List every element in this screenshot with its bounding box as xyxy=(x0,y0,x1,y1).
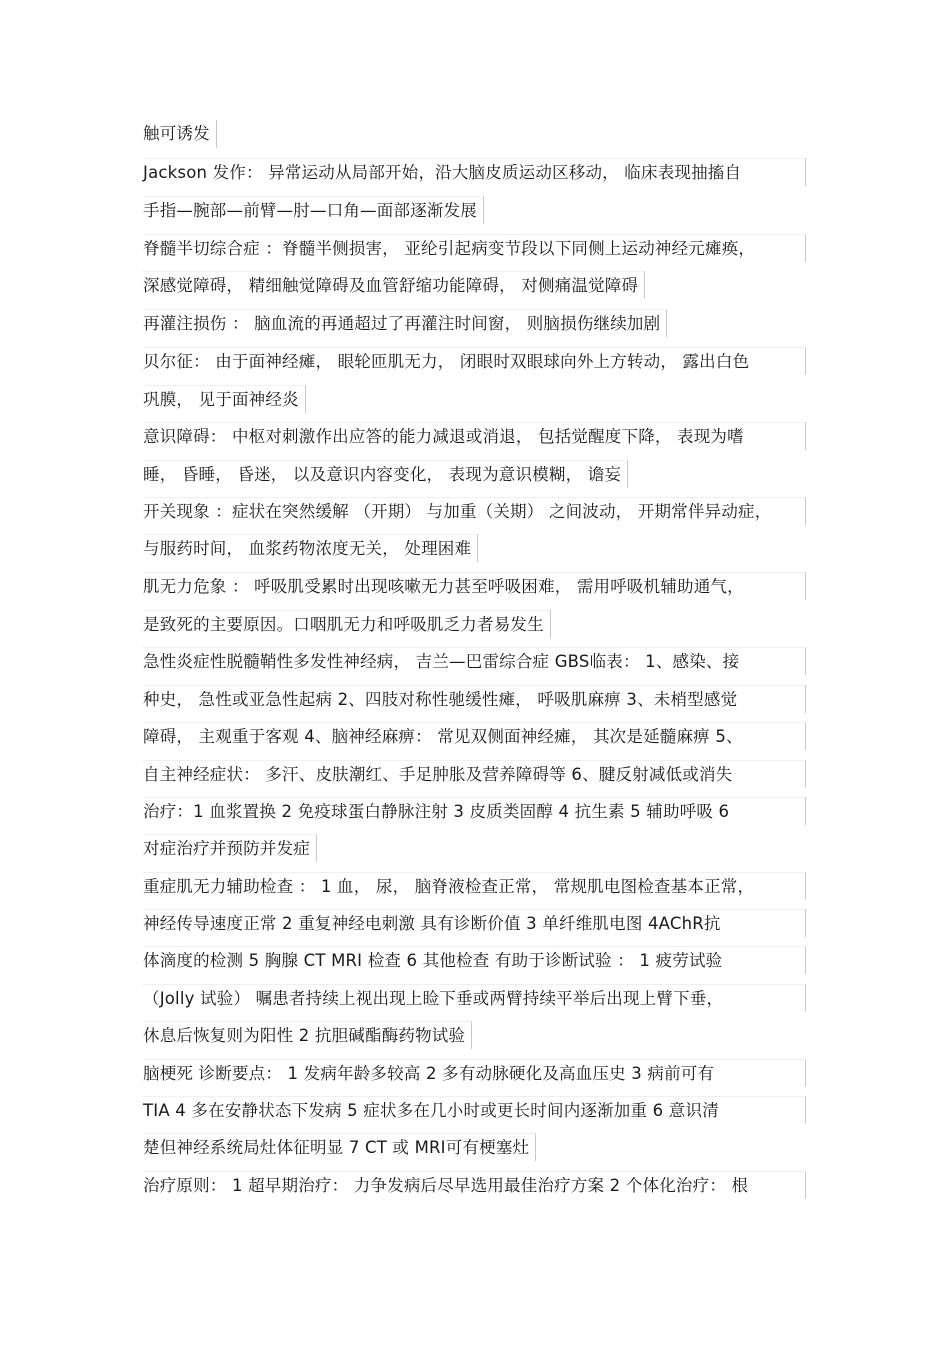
text-line: 深感觉障碍， 精细触觉障碍及血管舒缩功能障碍， 对侧痛温觉障碍 xyxy=(143,271,645,299)
text-line: 贝尔征： 由于面神经瘫， 眼轮匝肌无力， 闭眼时双眼球向外上方转动， 露出白色 xyxy=(143,347,806,375)
text-line: 意识障碍： 中枢对刺激作出应答的能力减退或消退， 包括觉醒度下降， 表现为嗜 xyxy=(143,422,806,450)
text-line: 治疗原则： 1 超早期治疗： 力争发病后尽早选用最佳治疗方案 2 个体化治疗： 根 xyxy=(143,1171,806,1199)
text-line: 睡， 昏睡， 昏迷， 以及意识内容变化， 表现为意识模糊， 谵妄 xyxy=(143,460,628,488)
text-line: 楚但神经系统局灶体征明显 7 CT 或 MRI可有梗塞灶 xyxy=(143,1133,536,1161)
text-line: 自主神经症状： 多汗、皮肤潮红、手足肿胀及营养障碍等 6、腱反射减低或消失 xyxy=(143,760,806,788)
text-line: 对症治疗并预防并发症 xyxy=(143,834,317,862)
text-line: 神经传导速度正常 2 重复神经电刺激 具有诊断价值 3 单纤维肌电图 4AChR抗 xyxy=(143,909,806,937)
text-line: 再灌注损伤 ： 脑血流的再通超过了再灌注时间窗， 则脑损伤继续加剧 xyxy=(143,309,667,337)
text-line: 障碍， 主观重于客观 4、脑神经麻痹： 常见双侧面神经瘫， 其次是延髓麻痹 5、 xyxy=(143,722,806,750)
text-line: 重症肌无力辅助检查 ： 1 血， 尿， 脑脊液检查正常， 常规肌电图检查基本正常， xyxy=(143,872,806,900)
text-line: 开关现象 ：症状在突然缓解 （开期） 与加重（关期） 之间波动， 开期常伴异动症， xyxy=(143,497,806,525)
text-line: 休息后恢复则为阳性 2 抗胆碱酯酶药物试验 xyxy=(143,1021,472,1049)
text-line: 与服药时间， 血浆药物浓度无关， 处理困难 xyxy=(143,534,478,562)
text-line: 急性炎症性脱髓鞘性多发性神经病， 吉兰—巴雷综合症 GBS临表： 1、感染、接 xyxy=(143,647,806,675)
text-line: 体滴度的检测 5 胸腺 CT MRI 检查 6 其他检查 有助于诊断试验 ： 1 疲劳试验 xyxy=(143,946,806,974)
text-line: 脊髓半切综合症 ：脊髓半侧损害， 亚纶引起病变节段以下同侧上运动神经元瘫痪， xyxy=(143,234,806,262)
text-line: TIA 4 多在安静状态下发病 5 症状多在几小时或更长时间内逐渐加重 6 意识清 xyxy=(143,1096,806,1124)
text-line: 脑梗死 诊断要点： 1 发病年龄多较高 2 多有动脉硬化及高血压史 3 病前可有 xyxy=(143,1059,806,1087)
text-line: 治疗：1 血浆置换 2 免疫球蛋白静脉注射 3 皮质类固醇 4 抗生素 5 辅助呼吸 6 xyxy=(143,797,806,825)
text-line: Jackson 发作： 异常运动从局部开始，沿大脑皮质运动区移动， 临床表现抽搐自 xyxy=(143,158,806,186)
text-line: 巩膜， 见于面神经炎 xyxy=(143,385,306,413)
text-line: 触可诱发 xyxy=(143,120,217,148)
text-line: 肌无力危象 ： 呼吸肌受累时出现咳嗽无力甚至呼吸困难， 需用呼吸机辅助通气， xyxy=(143,572,806,600)
text-line: 是致死的主要原因。口咽肌无力和呼吸肌乏力者易发生 xyxy=(143,610,551,638)
text-line: 手指—腕部—前臂—肘—口角—面部逐渐发展 xyxy=(143,196,484,224)
text-line: 种史， 急性或亚急性起病 2、四肢对称性驰缓性瘫， 呼吸肌麻痹 3、未梢型感觉 xyxy=(143,685,806,713)
text-line: （Jolly 试验） 嘱患者持续上视出现上睑下垂或两臂持续平举后出现上臂下垂， xyxy=(143,984,806,1012)
